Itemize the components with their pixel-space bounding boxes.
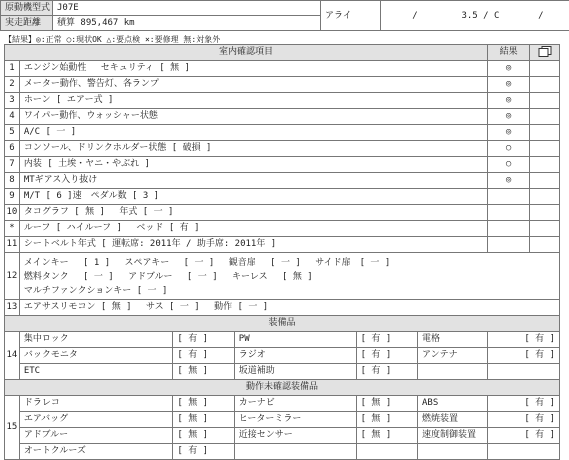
- item-number: 8: [5, 173, 20, 189]
- equip-value: [356, 444, 417, 460]
- item-number: 12: [5, 253, 20, 300]
- equip-value: [ 有 ]: [356, 364, 417, 380]
- equip-value: [487, 364, 559, 380]
- model-value: J07E: [53, 1, 321, 16]
- item-number: 6: [5, 141, 20, 157]
- item-result: [487, 221, 529, 237]
- item-number: 2: [5, 77, 20, 93]
- equip-name: [418, 444, 488, 460]
- equip-value: [ 無 ]: [173, 364, 234, 380]
- vehicle-info-table: [0, 0, 569, 31]
- item-text: 内装 [ 土埃・ヤニ・やぶれ ]: [19, 157, 487, 173]
- equipment-header-row: [5, 316, 560, 332]
- check-row: [5, 93, 560, 109]
- interior-header-title: 室内確認項目: [5, 45, 488, 61]
- equip-value: [ 有 ]: [487, 348, 559, 364]
- mileage-value: 積算 895,467 km: [53, 16, 321, 31]
- alignment-value-3: /: [516, 9, 566, 23]
- item-number: 13: [5, 300, 20, 316]
- equipment-row: [5, 332, 560, 348]
- equipment-row: [5, 364, 560, 380]
- equip-value: [ 無 ]: [356, 396, 417, 412]
- result-header: 結果: [487, 45, 529, 61]
- check-row: [5, 141, 560, 157]
- unchecked-row: [5, 444, 560, 460]
- equip-name: アンテナ: [418, 348, 488, 364]
- check-row: [5, 61, 560, 77]
- equip-name: [418, 364, 488, 380]
- equip-value: [ 有 ]: [487, 332, 559, 348]
- item-text: M/T [ 6 ]速 ペダル数 [ 3 ]: [19, 189, 487, 205]
- item-result: ◎: [487, 93, 529, 109]
- copy-icon[interactable]: [530, 45, 560, 61]
- item-number: 1: [5, 61, 20, 77]
- equip-value: [487, 444, 559, 460]
- unchecked-header-row: [5, 380, 560, 396]
- equipment-row: [5, 348, 560, 364]
- equip-name: ABS: [418, 396, 488, 412]
- equipment-title: 装備品: [5, 316, 560, 332]
- equip-name: 近接センサー: [234, 428, 356, 444]
- item-result: [487, 189, 529, 205]
- item-text: MTギアス入り抜け: [19, 173, 487, 189]
- mileage-label: 実走距離: [1, 16, 53, 31]
- check-row: [5, 237, 560, 253]
- keys-line-1: メインキー [ 1 ] スペアキー [ 一 ] 観音扉 [ 一 ] サイド扉 [ 一 ]: [24, 256, 555, 270]
- equip-value: [ 無 ]: [356, 428, 417, 444]
- check-row: [5, 300, 560, 316]
- result-legend: 【結果】◎:正常 ○:現状OK △:要点検 ×:要修理 無:対象外: [4, 34, 220, 45]
- item-text: シートベルト年式 [ 運転席: 2011年 / 助手席: 2011年 ]: [19, 237, 487, 253]
- check-row: [5, 221, 560, 237]
- item-result: ◎: [487, 109, 529, 125]
- item-number: 9: [5, 189, 20, 205]
- equip-value: [ 有 ]: [173, 348, 234, 364]
- equip-name: 坂道補助: [234, 364, 356, 380]
- alignment-values: [381, 1, 569, 31]
- equip-name: ヒーターミラー: [234, 412, 356, 428]
- equip-value: [ 無 ]: [356, 412, 417, 428]
- item-result: [487, 205, 529, 221]
- equip-value: [ 有 ]: [487, 396, 559, 412]
- equip-name: ラジオ: [234, 348, 356, 364]
- item-text: タコグラフ [ 無 ] 年式 [ 一 ]: [19, 205, 487, 221]
- item-result: ◎: [487, 77, 529, 93]
- alignment-value-2: 3.5 / C: [450, 9, 510, 23]
- equip-name: アドブルー: [19, 428, 173, 444]
- keys-line-2: 燃料タンク [ 一 ] アドブルー [ 一 ] キーレス [ 無 ]: [24, 270, 555, 284]
- interior-header-row: [5, 45, 560, 61]
- equip-value: [ 有 ]: [487, 412, 559, 428]
- check-row: [5, 189, 560, 205]
- check-row: [5, 77, 560, 93]
- equip-name: 電格: [418, 332, 488, 348]
- item-text: メーター動作、警告灯、各ランプ: [19, 77, 487, 93]
- equip-name: 集中ロック: [19, 332, 173, 348]
- keys-cell: [19, 253, 559, 300]
- item-result: ◎: [487, 125, 529, 141]
- item-number: *: [5, 221, 20, 237]
- equip-value: [ 有 ]: [356, 332, 417, 348]
- equip-value: [ 無 ]: [173, 412, 234, 428]
- equip-value: [ 有 ]: [487, 428, 559, 444]
- check-row: [5, 173, 560, 189]
- equip-name: バックモニタ: [19, 348, 173, 364]
- equip-name: [234, 444, 356, 460]
- alignment-label: アライ: [321, 1, 381, 31]
- unchecked-row: [5, 396, 560, 412]
- item-number: 4: [5, 109, 20, 125]
- equip-name: ドラレコ: [19, 396, 173, 412]
- check-row: [5, 109, 560, 125]
- item-number: 11: [5, 237, 20, 253]
- item-result: ○: [487, 157, 529, 173]
- info-row-model: [1, 1, 569, 16]
- equip-value: [ 無 ]: [173, 396, 234, 412]
- item-text: ホーン [ エアー式 ]: [19, 93, 487, 109]
- item-text: コンソール、ドリンクホルダー状態 [ 破損 ]: [19, 141, 487, 157]
- model-label: 原動機型式: [1, 1, 53, 16]
- equip-value: [ 有 ]: [356, 348, 417, 364]
- check-row: [5, 205, 560, 221]
- equip-name: 速度制御装置: [418, 428, 488, 444]
- check-row: [5, 157, 560, 173]
- check-row-keys: [5, 253, 560, 300]
- equip-name: エアバッグ: [19, 412, 173, 428]
- check-row: [5, 125, 560, 141]
- item-result: ◎: [487, 173, 529, 189]
- item-number: 15: [5, 396, 20, 460]
- item-result: [487, 237, 529, 253]
- equip-name: ETC: [19, 364, 173, 380]
- unchecked-row: [5, 412, 560, 428]
- equip-name: 燃焼装置: [418, 412, 488, 428]
- item-text: エンジン始動性 セキュリティ [ 無 ]: [19, 61, 487, 77]
- item-number: 5: [5, 125, 20, 141]
- unchecked-row: [5, 428, 560, 444]
- item-text: ワイパー動作、ウォッシャー状態: [19, 109, 487, 125]
- item-result: ○: [487, 141, 529, 157]
- equip-value: [ 有 ]: [173, 332, 234, 348]
- item-text: A/C [ 一 ]: [19, 125, 487, 141]
- unchecked-title: 動作未確認装備品: [5, 380, 560, 396]
- item-number: 10: [5, 205, 20, 221]
- item-text: エアサスリモコン [ 無 ] サス [ 一 ] 動作 [ 一 ]: [19, 300, 559, 316]
- equip-value: [ 有 ]: [173, 444, 234, 460]
- item-text: ルーフ [ ハイルーフ ] ベッド [ 有 ]: [19, 221, 487, 237]
- equip-value: [ 無 ]: [173, 428, 234, 444]
- item-number: 14: [5, 332, 20, 380]
- equip-name: PW: [234, 332, 356, 348]
- item-number: 7: [5, 157, 20, 173]
- keys-line-3: マルチファンクションキー [ 一 ]: [24, 284, 555, 298]
- interior-check-table: [4, 44, 560, 460]
- equip-name: カーナビ: [234, 396, 356, 412]
- item-result: ◎: [487, 61, 529, 77]
- alignment-value-1: /: [385, 9, 445, 23]
- equip-name: オートクルーズ: [19, 444, 173, 460]
- item-number: 3: [5, 93, 20, 109]
